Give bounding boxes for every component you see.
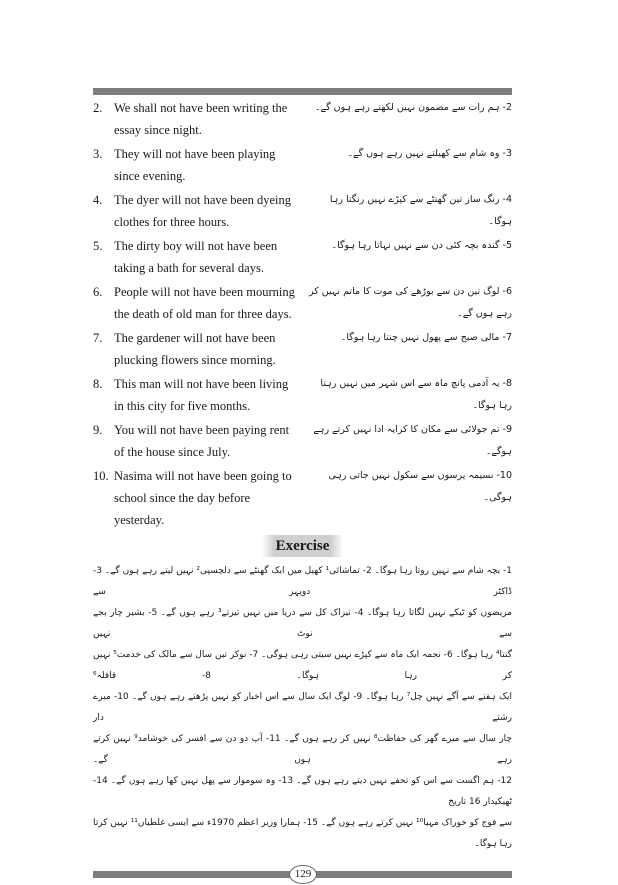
exercise-line: ایک ہفتے سے آگے نہیں چل⁷ رہا ہوگا۔ 9- لوگ ایک سال سے اس اخبار کو نہیں پڑھتے رہے ہوں گے۔ 10- میرے رشتے دار — [93, 692, 512, 723]
urdu-sentence: 4- رنگ ساز تین گھنٹے سے کپڑے نہیں رنگتا رہا ہوگا۔ — [329, 194, 512, 227]
translation-row — [93, 281, 512, 325]
item-number: 3. — [93, 147, 103, 161]
english-text: You will not have been paying rent of the house since July. — [114, 423, 290, 459]
english-sentence — [93, 373, 298, 417]
page-number: 129 — [289, 865, 317, 884]
english-sentence — [93, 189, 298, 233]
exercise-line: گنتا⁴ رہا ہوگا۔ 6- نجمہ ایک ماہ سے کپڑے نہیں سیتی رہی ہوگی۔ 7- نوکر تین سال سے مالک کی خدمت⁵ نہیں کر رہا ہوگا۔ 8- قافلہ⁶ — [93, 650, 512, 681]
english-text: This man will not have been living in this city for five months. — [114, 377, 289, 413]
header-rule — [93, 88, 512, 95]
item-number: 5. — [93, 239, 103, 253]
page — [93, 0, 512, 885]
footer — [93, 865, 512, 885]
item-number: 10. — [93, 469, 109, 483]
english-sentence — [93, 281, 298, 325]
english-text: We shall not have been writing the essay since night. — [114, 101, 288, 137]
exercise-line: 12- ہم اگست سے اس کو تحفے نہیں دیتے رہے ہوں گے۔ 13- وہ سوموار سے پھل نہیں کھا رہے ہوں گے۔ 14- ٹھیکیدار 16 تاریخ — [93, 776, 512, 807]
english-sentence — [93, 465, 298, 531]
urdu-sentence: 10- نسیمہ پرسوں سے سکول نہیں جاتی رہی ہوگی۔ — [328, 470, 512, 503]
english-sentence — [93, 419, 298, 463]
exercise-paragraph — [93, 561, 512, 855]
translation-row — [93, 327, 512, 371]
urdu-sentence: 2- ہم رات سے مضمون نہیں لکھتے رہے ہوں گے۔ — [314, 102, 512, 113]
translation-row — [93, 189, 512, 233]
item-number: 8. — [93, 377, 103, 391]
exercise-line: 1- بچہ شام سے نہیں روتا رہا ہوگا۔ 2- تماشائی¹ کھیل میں ایک گھنٹے سے دلچسپی² نہیں لیتے رہے ہوں گے۔ 3- ڈاکٹر دوپہر سے — [93, 566, 513, 597]
translation-row — [93, 465, 512, 531]
english-sentence — [93, 327, 298, 371]
exercise-line: چار سال سے میرے گھر کی حفاظت⁸ نہیں کر رہے ہوں گے۔ 11- آپ دو دن سے افسر کی خوشامد⁹ نہیں کرتے رہے ہوں گے۔ — [93, 734, 512, 765]
english-text: People will not have been mourning the death of old man for three days. — [114, 285, 295, 321]
item-number: 4. — [93, 193, 103, 207]
english-text: Nasima will not have been going to school since the day before yesterday. — [114, 469, 292, 527]
urdu-sentence: 8- یہ آدمی پانچ ماہ سے اس شہر میں نہیں رہتا رہا ہوگا۔ — [320, 378, 512, 411]
urdu-sentence: 9- تم جولائی سے مکان کا کرایہ ادا نہیں کرتے رہے ہوگے۔ — [313, 424, 512, 457]
translation-row — [93, 143, 512, 187]
urdu-sentence: 5- گندہ بچہ کئی دن سے نہیں نہاتا رہا ہوگا۔ — [331, 240, 512, 251]
english-text: They will not have been playing since evening. — [114, 147, 276, 183]
item-number: 9. — [93, 423, 103, 437]
item-number: 7. — [93, 331, 103, 345]
english-sentence — [93, 97, 298, 141]
english-text: The dyer will not have been dyeing clothes for three hours. — [114, 193, 292, 229]
item-number: 2. — [93, 101, 103, 115]
english-sentence — [93, 143, 298, 187]
english-text: The gardener will not have been plucking flowers since morning. — [114, 331, 276, 367]
urdu-sentence: 3- وہ شام سے کھیلتے نہیں رہے ہوں گے۔ — [347, 148, 512, 159]
english-text: The dirty boy will not have been taking a bath for several days. — [114, 239, 278, 275]
translation-list — [93, 97, 512, 531]
urdu-sentence: 7- مالی صبح سے پھول نہیں چنتا رہا ہوگا۔ — [340, 332, 512, 343]
urdu-sentence: 6- لوگ تین دن سے بوڑھے کی موت کا ماتم نہیں کر رہے ہوں گے۔ — [308, 286, 512, 319]
translation-row — [93, 373, 512, 417]
translation-row — [93, 235, 512, 279]
english-sentence — [93, 235, 298, 279]
exercise-line: سے فوج کو خوراک مہیا¹⁰ نہیں کرتے رہے ہوں گے۔ 15- ہمارا وزیر اعظم 1970ء سے ایسی غلطیاں¹¹ نہیں کرتا رہا ہوگا۔ — [93, 818, 512, 849]
exercise-line: مریضوں کو ٹیکے نہیں لگاتا رہا ہوگا۔ 4- تیراک کل سے دریا میں نہیں تیرتے³ رہے ہوں گے۔ 5- بشیر چار بجے سے نوٹ نہیں — [93, 608, 512, 639]
item-number: 6. — [93, 285, 103, 299]
translation-row — [93, 419, 512, 463]
exercise-heading: Exercise — [262, 535, 344, 557]
translation-row — [93, 97, 512, 141]
exercise-heading-wrap — [93, 535, 512, 561]
